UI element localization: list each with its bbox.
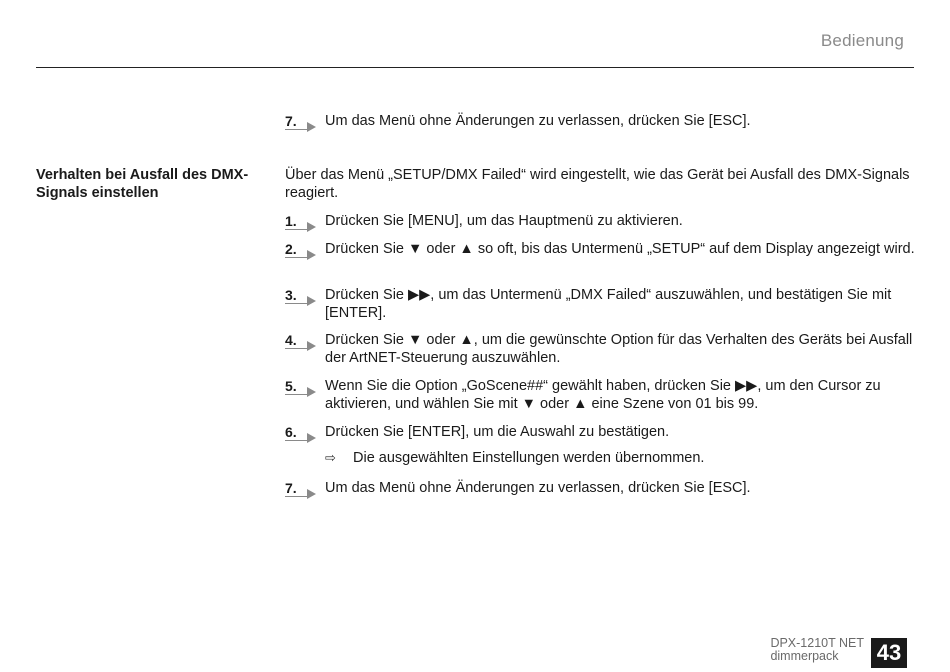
step-number: 4. [285,332,297,348]
section-title: Bedienung [820,31,904,50]
step-item [285,423,915,441]
triangle-right-icon [307,122,316,132]
step-text: Drücken Sie [ENTER], um die Auswahl zu bestätigen. [325,424,670,440]
step-number-marker [285,286,315,308]
step-text: Um das Menü ohne Änderungen zu verlassen, drücken Sie [ESC]. [325,113,751,129]
step-number: 7. [285,480,297,496]
triangle-right-icon [307,250,316,260]
step-number: 5. [285,378,297,394]
triangle-right-icon [307,387,316,397]
step-item [285,331,915,367]
footer-product: dimmerpack [770,649,839,663]
step-underline [285,129,309,130]
step-underline [285,440,309,441]
step-text: Wenn Sie die Option „GoScene##“ gewählt haben, drücken Sie ▶▶, um den Cursor zu aktivieren, und wählen Sie mit ▼ oder ▲ eine Szene von 01 bis 99. [325,378,881,412]
header-divider [36,67,914,68]
result-arrow-icon: ⇨ [325,450,336,465]
step-number: 3. [285,287,297,303]
step-number: 1. [285,213,297,229]
step-text: Drücken Sie ▼ oder ▲ so oft, bis das Untermenü „SETUP“ auf dem Display angezeigt wird. [325,241,915,257]
step-underline [285,303,309,304]
step-text: Drücken Sie ▶▶, um das Untermenü „DMX Failed“ auszuwählen, und bestätigen Sie mit [ENTER]. [325,287,892,321]
step-item [285,112,915,130]
triangle-right-icon [307,341,316,351]
footer-model: DPX-1210T NET [770,636,864,650]
step-text: Um das Menü ohne Änderungen zu verlassen, drücken Sie [ESC]. [325,480,751,496]
step-number-marker [285,331,315,353]
triangle-right-icon [307,296,316,306]
result-text: Die ausgewählten Einstellungen werden übernommen. [353,450,705,466]
step-number-marker [285,479,315,501]
step-number-marker [285,240,315,262]
step-text: Drücken Sie [MENU], um das Hauptmenü zu aktivieren. [325,213,683,229]
triangle-right-icon [307,222,316,232]
step-number-marker [285,423,315,445]
step-item [285,286,915,322]
step-underline [285,394,309,395]
step-underline [285,348,309,349]
triangle-right-icon [307,489,316,499]
step-item [285,212,915,230]
step-number: 7. [285,113,297,129]
step-item [285,240,915,258]
footer-product-info [770,637,864,663]
step-result [325,449,915,467]
page-number: 43 [871,638,907,668]
step-item [285,479,915,497]
step-underline [285,496,309,497]
step-underline [285,257,309,258]
step-number: 2. [285,241,297,257]
section-heading: Verhalten bei Ausfall des DMX-Signals einstellen [36,167,249,201]
intro-paragraph: Über das Menü „SETUP/DMX Failed“ wird eingestellt, wie das Gerät bei Ausfall des DMX-Signals reagiert. [285,167,910,201]
triangle-right-icon [307,433,316,443]
step-item [285,377,915,413]
step-number-marker [285,377,315,399]
step-underline [285,229,309,230]
step-number: 6. [285,424,297,440]
step-text: Drücken Sie ▼ oder ▲, um die gewünschte Option für das Verhalten des Geräts bei Ausfall der ArtNET-Steuerung auszuwählen. [325,332,913,366]
step-number-marker [285,112,315,134]
step-number-marker [285,212,315,234]
